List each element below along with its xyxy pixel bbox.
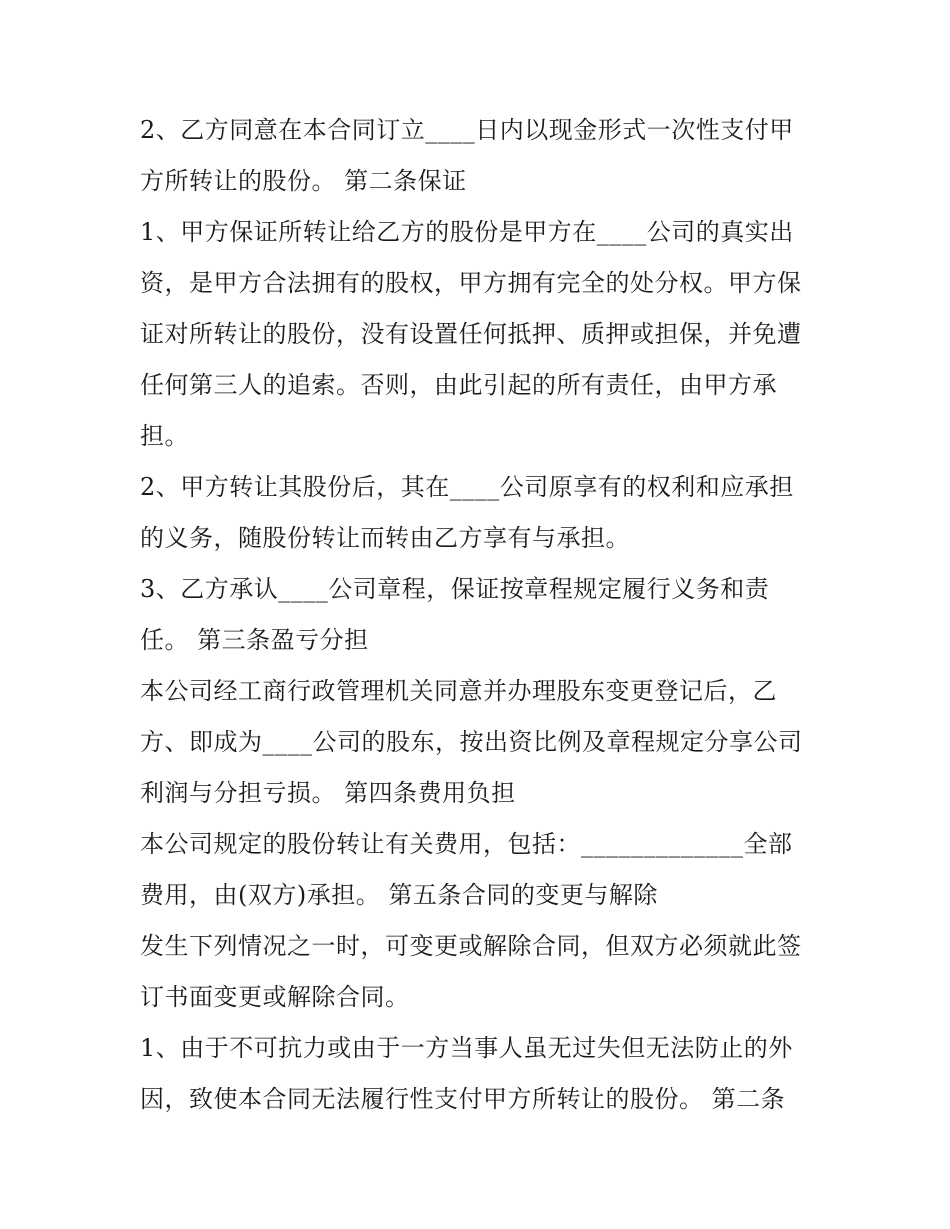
text-line: 费用，由(双方)承担。 第五条合同的变更与解除 (140, 881, 658, 909)
text-line: 3、乙方承认____公司章程，保证按章程规定履行义务和责 (140, 575, 770, 603)
text-line: 本公司规定的股份转让有关费用，包括：_____________全部 (140, 830, 793, 858)
text-line: 本公司经工商行政管理机关同意并办理股东变更登记后，乙 (140, 677, 777, 705)
text-line: 任。 第三条盈亏分担 (140, 626, 369, 654)
text-line: 2、甲方转让其股份后，其在____公司原享有的权利和应承担 (140, 473, 794, 501)
text-line: 订书面变更或解除合同。 (140, 983, 410, 1011)
text-line: 任何第三人的追索。否则，由此引起的所有责任，由甲方承 (140, 371, 777, 399)
text-line: 证对所转让的股份，没有设置任何抵押、质押或担保，并免遭 (140, 320, 802, 348)
text-line: 方、即成为____公司的股东，按出资比例及章程规定分享公司 (140, 728, 803, 756)
text-line: 因，致使本合同无法履行性支付甲方所转让的股份。 第二条 (140, 1085, 786, 1113)
text-line: 资，是甲方合法拥有的股权，甲方拥有完全的处分权。甲方保 (140, 269, 802, 297)
text-line: 的义务，随股份转让而转由乙方享有与承担。 (140, 524, 630, 552)
text-line: 2、乙方同意在本合同订立____日内以现金形式一次性支付甲 (140, 116, 794, 144)
document-body (140, 105, 820, 1125)
text-line: 方所转让的股份。 第二条保证 (140, 167, 467, 195)
text-line: 1、甲方保证所转让给乙方的股份是甲方在____公司的真实出 (140, 218, 794, 246)
text-line: 担。 (140, 422, 189, 450)
text-line: 利润与分担亏损。 第四条费用负担 (140, 779, 516, 807)
text-line: 1、由于不可抗力或由于一方当事人虽无过失但无法防止的外 (140, 1034, 793, 1062)
text-line: 发生下列情况之一时，可变更或解除合同，但双方必须就此签 (140, 932, 802, 960)
